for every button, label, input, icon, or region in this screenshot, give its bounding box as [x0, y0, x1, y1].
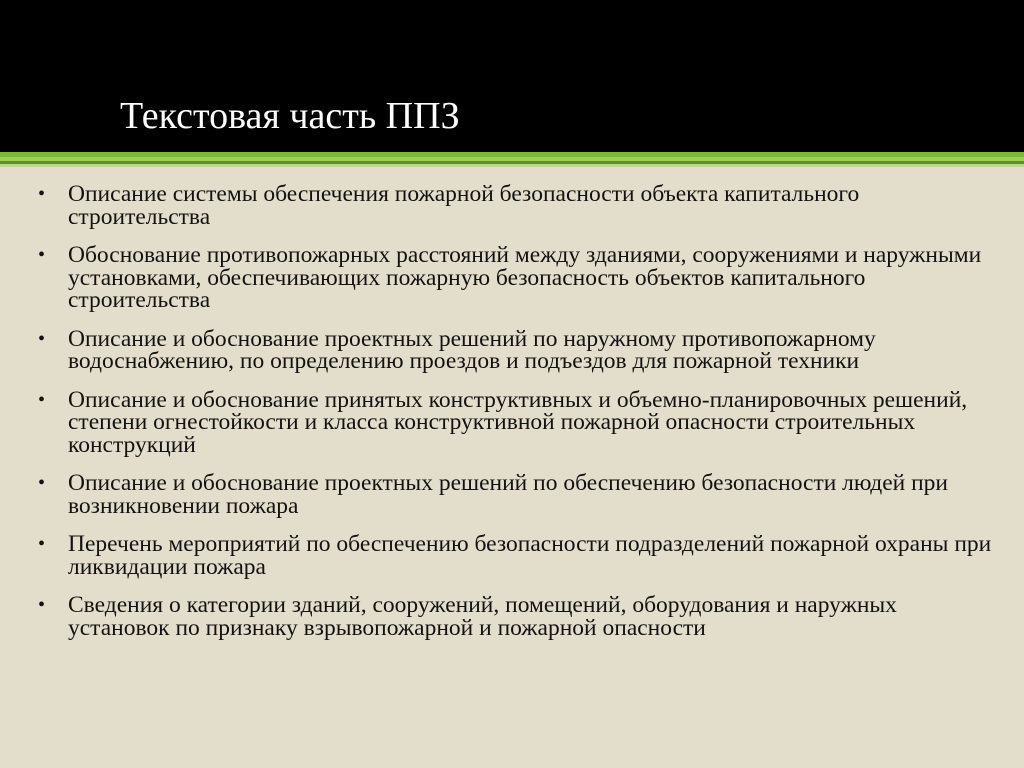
bullet-item: • Перечень мероприятий по обеспечению безопасности подразделений пожарной охраны при ликвидации пожара: [38, 533, 998, 578]
bullet-item: • Обоснование противопожарных расстояний между зданиями, сооружениями и наружными установками, обеспечивающих пожарную безопасность объектов капитального строительства: [38, 244, 998, 312]
bullet-item: • Описание и обоснование проектных решений по наружному противопожарному водоснабжению, по определению проездов и подъездов для пожарной техники: [38, 328, 998, 373]
accent-stripe: [0, 164, 1024, 167]
bullet-item: • Описание и обоснование принятых конструктивных и объемно-планировочных решений, степени огнестойкости и класса конструктивной пожарной опасности строительных конструкций: [38, 389, 998, 457]
bullet-list: [38, 183, 998, 655]
bullet-item: • Описание системы обеспечения пожарной безопасности объекта капитального строительства: [38, 183, 998, 228]
title-bar: [0, 0, 1024, 152]
bullet-item: • Описание и обоснование проектных решений по обеспечению безопасности людей при возникновении пожара: [38, 472, 998, 517]
bullet-item: • Сведения о категории зданий, сооружений, помещений, оборудования и наружных установок по признаку взрывопожарной и пожарной опасности: [38, 594, 998, 639]
slide-title: Текстовая часть ППЗ: [120, 95, 460, 137]
